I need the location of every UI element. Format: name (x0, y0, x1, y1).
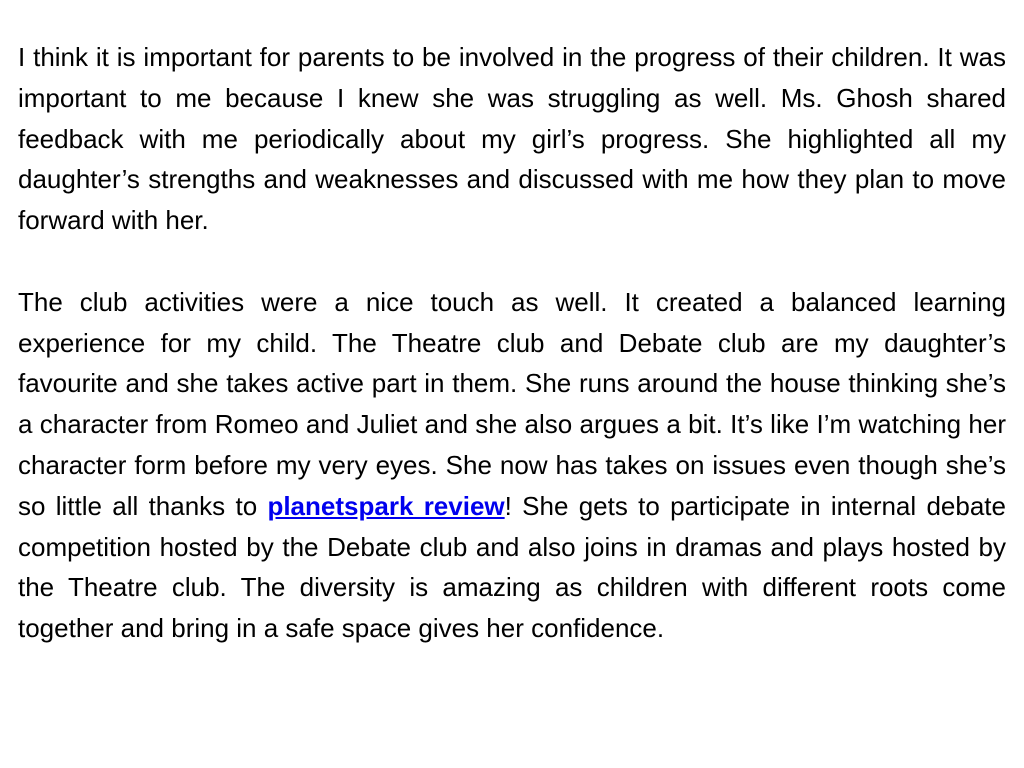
paragraph-text-before-link: The club activities were a nice touch as well. It created a balanced learning experience for my child. The Theatre club and Debate club are my daughter’s favourite and she takes active part in them. She runs around the house thinking she’s a character from Romeo and Juliet and she also argues a bit. It’s like I’m watching her character form before my very eyes. She now has takes on issues even though she’s so little all thanks to (18, 286, 1006, 521)
paragraph-parent-involvement: I think it is important for parents to be involved in the progress of their children. It was important to me because I knew she was struggling as well. Ms. Ghosh shared feedback with me periodically about my girl’s progress. She highlighted all my daughter’s strengths and weaknesses and discussed with me how they plan to move forward with her. (18, 42, 1006, 236)
paragraph-text-after-link: ! She gets to participate in internal debate competition hosted by the Debate club and also joins in dramas and plays hosted by the Theatre club. The diversity is amazing as children with different roots come together and bring in a safe space gives her confidence. (18, 490, 1006, 644)
planetspark-review-link[interactable]: planetspark review (267, 490, 505, 521)
paragraph-club-activities (18, 282, 1006, 649)
